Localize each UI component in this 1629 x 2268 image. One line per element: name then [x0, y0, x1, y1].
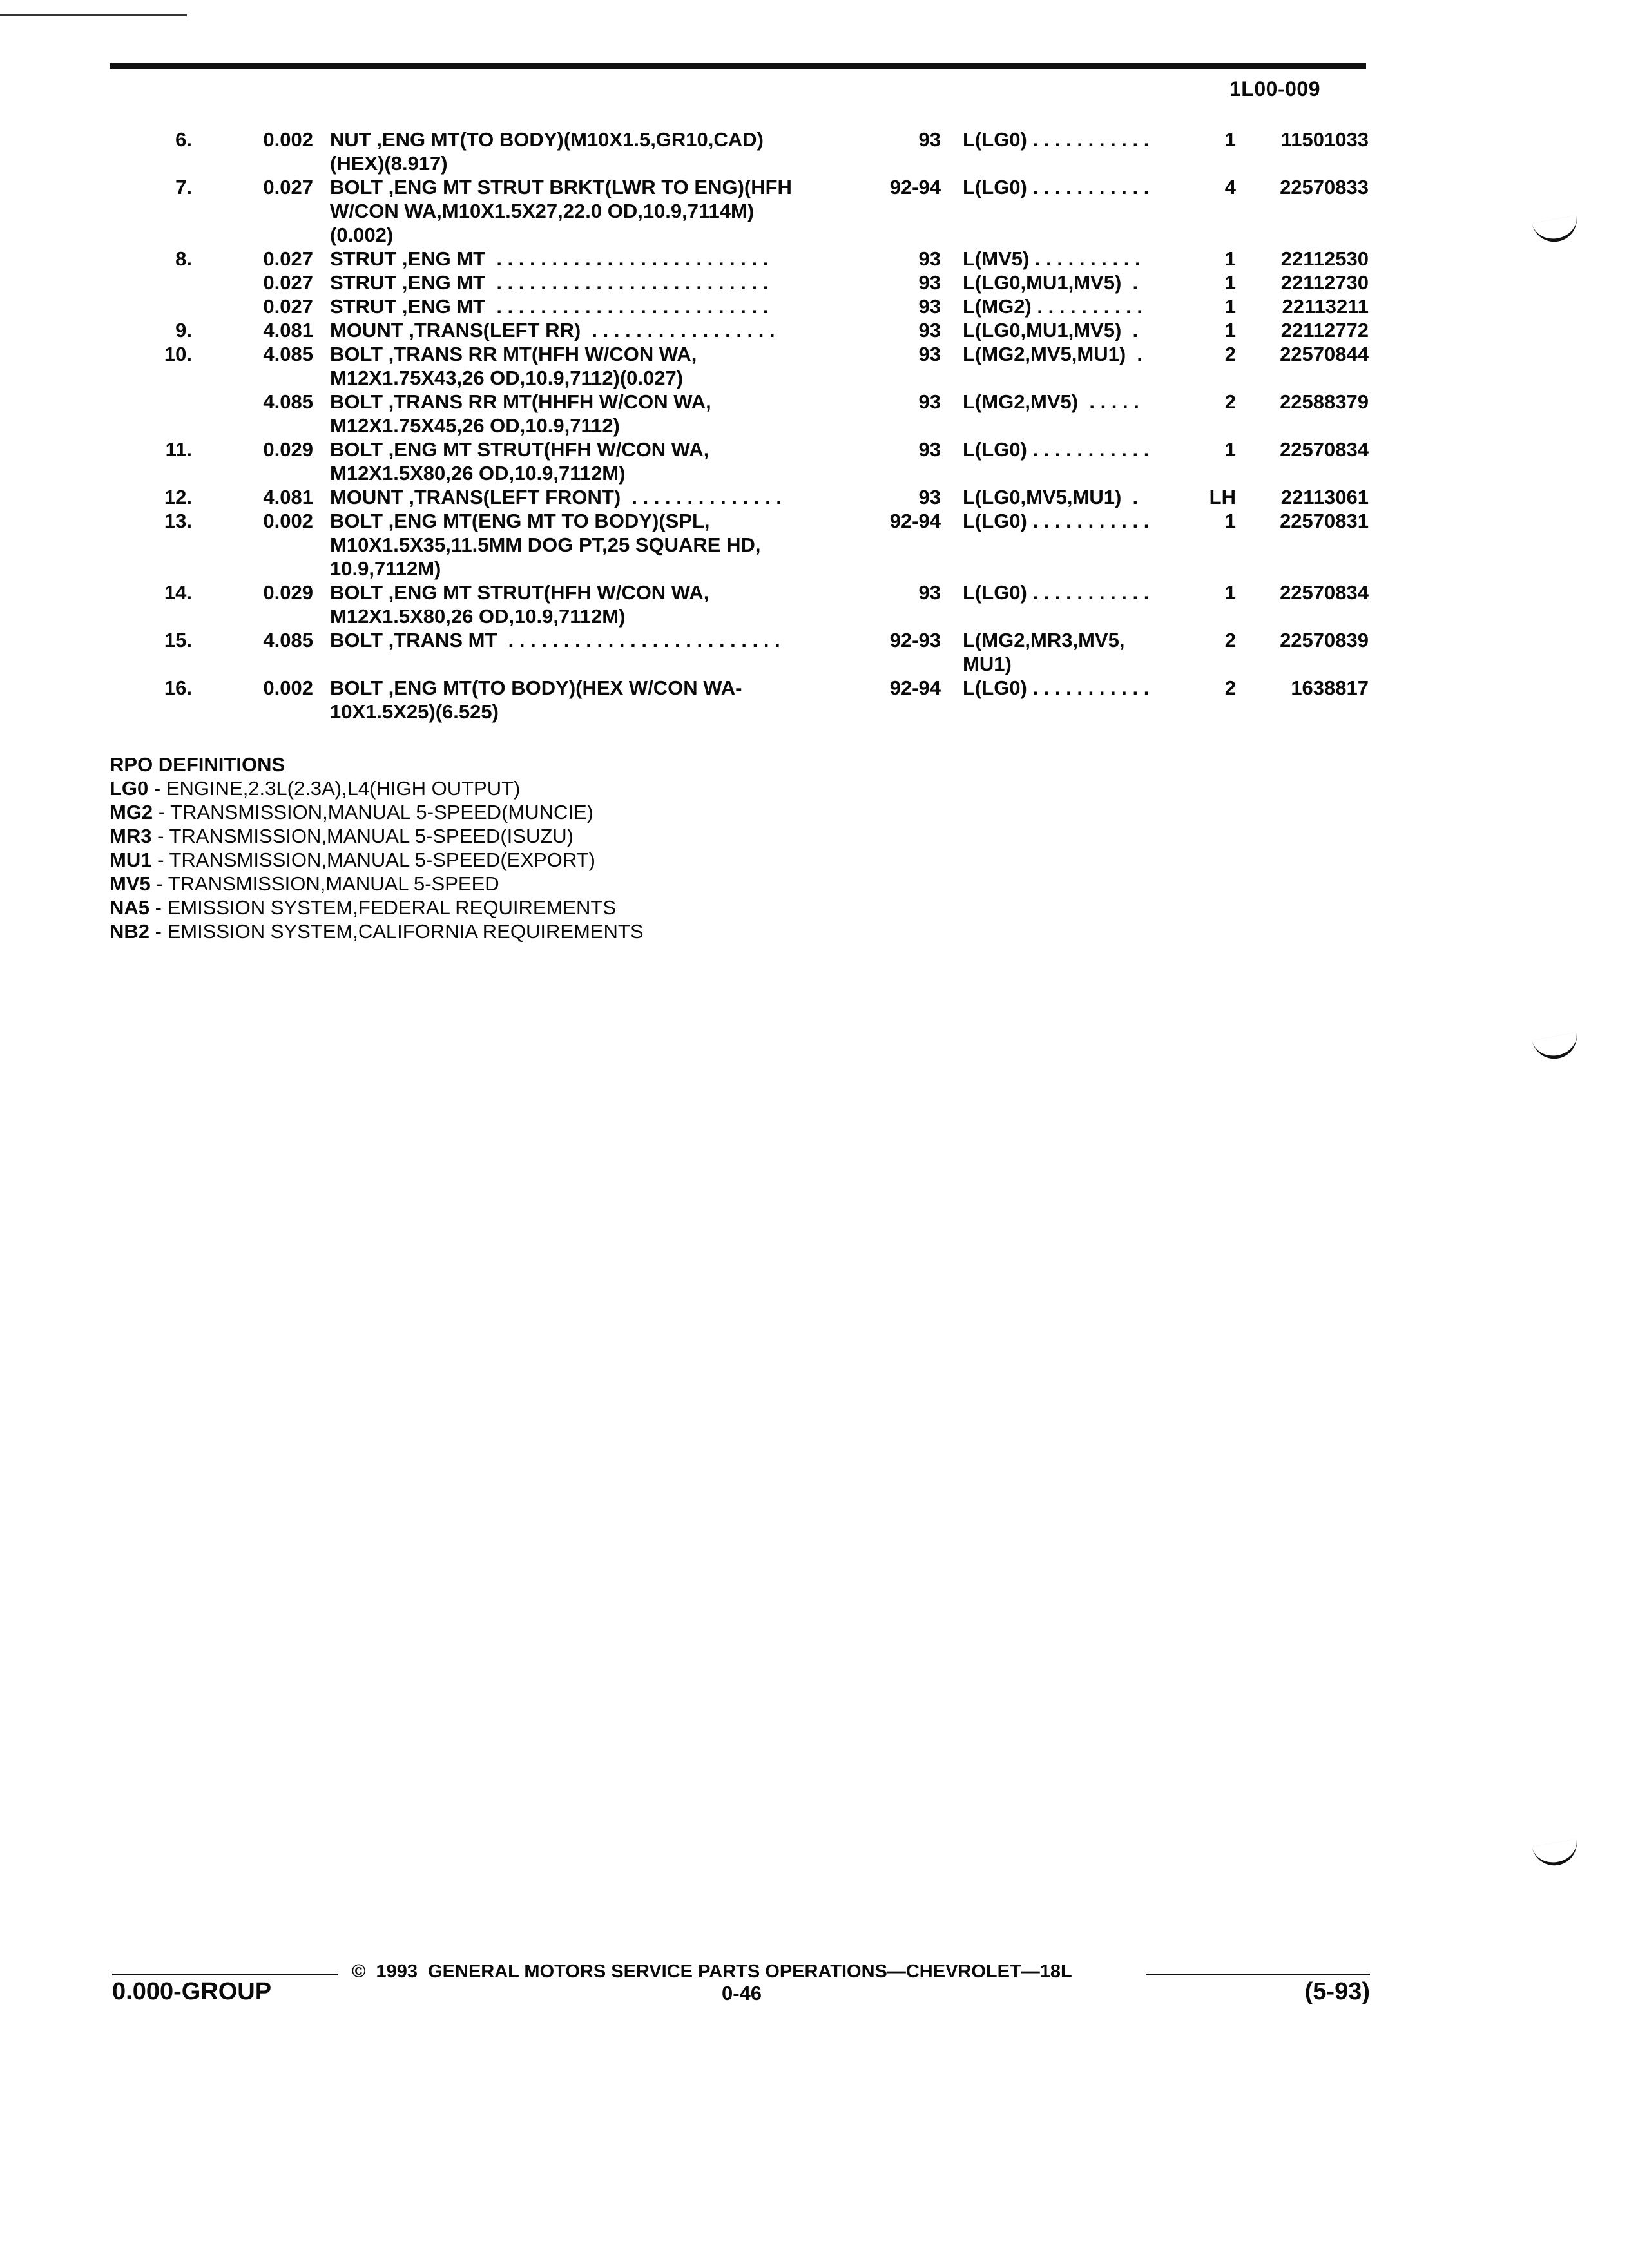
part-description — [330, 294, 865, 318]
part-row — [0, 437, 1629, 485]
part-description — [330, 342, 865, 390]
group-number: 0.027 — [263, 176, 313, 198]
part-number: 22112772 — [1280, 319, 1369, 341]
description-line: M12X1.5X80,26 OD,10.9,7112M) — [330, 462, 626, 485]
footer-copyright: © 1993 GENERAL MOTORS SERVICE PARTS OPERATIONS—CHEVROLET—18L — [352, 1961, 1072, 1982]
part-row — [0, 390, 1629, 437]
usage-line: L(MG2,MV5) . . . . . — [963, 390, 1139, 413]
description-line: BOLT ,TRANS RR MT(HFH W/CON WA, — [330, 343, 697, 365]
usage-code — [963, 390, 1195, 414]
usage-code — [963, 485, 1195, 509]
description-line: STRUT ,ENG MT . . . . . . . . . . . . . . . . . . . . . . . . . — [330, 295, 769, 318]
ref-number: 6. — [175, 128, 192, 151]
rpo-item — [110, 872, 644, 896]
corner-rule — [0, 14, 187, 16]
model-years: 92-93 — [889, 629, 941, 651]
description-line: M10X1.5X35,11.5MM DOG PT,25 SQUARE HD, — [330, 533, 761, 556]
model-years: 93 — [918, 128, 941, 151]
description-line: MOUNT ,TRANS(LEFT FRONT) . . . . . . . . . . . . . . — [330, 486, 782, 508]
part-number: 22113061 — [1280, 486, 1369, 508]
rpo-code: MU1 — [110, 849, 152, 871]
rpo-text: - TRANSMISSION,MANUAL 5-SPEED(MUNCIE) — [153, 801, 593, 823]
ref-number: 15. — [164, 629, 192, 651]
ref-number: 7. — [175, 176, 192, 198]
footer-group: 0.000-GROUP — [112, 1978, 272, 2005]
model-years: 93 — [918, 319, 941, 341]
binder-mark — [1532, 1839, 1580, 1869]
usage-line: L(LG0,MU1,MV5) . — [963, 271, 1139, 294]
group-number: 0.027 — [263, 295, 313, 318]
part-description — [330, 128, 865, 175]
usage-code — [963, 437, 1195, 461]
quantity: 2 — [1224, 677, 1236, 699]
part-row — [0, 128, 1629, 175]
quantity: 1 — [1224, 295, 1236, 318]
usage-line: L(LG0) . . . . . . . . . . . — [963, 438, 1150, 461]
description-line: NUT ,ENG MT(TO BODY)(M10X1.5,GR10,CAD) — [330, 128, 764, 151]
quantity: 1 — [1224, 319, 1236, 341]
usage-code — [963, 342, 1195, 366]
description-line: M12X1.75X43,26 OD,10.9,7112)(0.027) — [330, 367, 684, 389]
description-line: BOLT ,ENG MT STRUT BRKT(LWR TO ENG)(HFH — [330, 176, 792, 198]
rpo-text: - TRANSMISSION,MANUAL 5-SPEED — [150, 872, 499, 895]
part-description — [330, 175, 865, 247]
group-number: 0.002 — [263, 677, 313, 699]
ref-number: 10. — [164, 343, 192, 365]
part-row — [0, 676, 1629, 724]
description-line: BOLT ,TRANS MT . . . . . . . . . . . . . . . . . . . . . . . . . — [330, 629, 780, 651]
ref-number: 9. — [175, 319, 192, 341]
usage-code — [963, 509, 1195, 533]
part-description — [330, 318, 865, 342]
usage-code — [963, 294, 1195, 318]
description-line: BOLT ,ENG MT STRUT(HFH W/CON WA, — [330, 438, 709, 461]
group-number: 0.029 — [263, 581, 313, 604]
part-row — [0, 628, 1629, 676]
part-number: 22570834 — [1280, 438, 1369, 461]
rpo-text: - TRANSMISSION,MANUAL 5-SPEED(ISUZU) — [151, 825, 574, 847]
rpo-item — [110, 896, 644, 919]
usage-line: L(LG0) . . . . . . . . . . . — [963, 176, 1150, 198]
description-line: MOUNT ,TRANS(LEFT RR) . . . . . . . . . . . . . . . . . — [330, 319, 775, 341]
usage-code — [963, 247, 1195, 271]
description-line: W/CON WA,M10X1.5X27,22.0 OD,10.9,7114M) — [330, 200, 755, 222]
footer-rule-right — [1146, 1974, 1370, 1975]
model-years: 93 — [918, 390, 941, 413]
rpo-code: MG2 — [110, 801, 153, 823]
part-description — [330, 676, 865, 724]
group-number: 0.027 — [263, 247, 313, 270]
model-years: 93 — [918, 343, 941, 365]
group-number: 0.002 — [263, 128, 313, 151]
part-number: 22570834 — [1280, 581, 1369, 604]
part-row — [0, 581, 1629, 628]
description-line: BOLT ,ENG MT(TO BODY)(HEX W/CON WA- — [330, 677, 742, 699]
description-line: BOLT ,ENG MT(ENG MT TO BODY)(SPL, — [330, 510, 710, 532]
quantity: 1 — [1224, 271, 1236, 294]
model-years: 92-94 — [889, 176, 941, 198]
description-line: (0.002) — [330, 224, 394, 246]
rpo-item — [110, 848, 644, 872]
usage-code — [963, 581, 1195, 604]
usage-line: L(LG0,MU1,MV5) . — [963, 319, 1139, 341]
quantity: 1 — [1224, 581, 1236, 604]
part-number: 22570833 — [1280, 176, 1369, 198]
usage-line: L(LG0) . . . . . . . . . . . — [963, 510, 1150, 532]
usage-code — [963, 175, 1195, 199]
footer-rule-left — [112, 1974, 338, 1975]
quantity: 1 — [1224, 510, 1236, 532]
ref-number: 12. — [164, 486, 192, 508]
part-description — [330, 628, 865, 652]
rpo-item — [110, 919, 644, 943]
quantity: LH — [1209, 486, 1236, 508]
model-years: 93 — [918, 581, 941, 604]
part-description — [330, 390, 865, 437]
part-row — [0, 294, 1629, 318]
part-description — [330, 247, 865, 271]
part-description — [330, 581, 865, 628]
part-description — [330, 437, 865, 485]
model-years: 92-94 — [889, 510, 941, 532]
rpo-definitions — [110, 753, 644, 943]
rpo-text: - EMISSION SYSTEM,CALIFORNIA REQUIREMENTS — [149, 920, 644, 943]
part-row — [0, 318, 1629, 342]
part-number: 1638817 — [1291, 677, 1369, 699]
model-years: 93 — [918, 247, 941, 270]
quantity: 2 — [1224, 343, 1236, 365]
quantity: 4 — [1224, 176, 1236, 198]
part-number: 22113211 — [1282, 295, 1369, 318]
model-years: 93 — [918, 271, 941, 294]
group-number: 4.085 — [263, 629, 313, 651]
ref-number: 13. — [164, 510, 192, 532]
usage-line: L(MV5) . . . . . . . . . . — [963, 247, 1141, 270]
model-years: 93 — [918, 486, 941, 508]
rpo-code: MR3 — [110, 825, 152, 847]
part-number: 22588379 — [1280, 390, 1369, 413]
model-years: 92-94 — [889, 677, 941, 699]
ref-number: 16. — [164, 677, 192, 699]
usage-line: L(MG2,MV5,MU1) . — [963, 343, 1143, 365]
rpo-text: - TRANSMISSION,MANUAL 5-SPEED(EXPORT) — [151, 849, 595, 871]
part-description — [330, 485, 865, 509]
footer-date: (5-93) — [1304, 1978, 1370, 2005]
group-number: 0.002 — [263, 510, 313, 532]
description-line: STRUT ,ENG MT . . . . . . . . . . . . . . . . . . . . . . . . . — [330, 271, 769, 294]
description-line: STRUT ,ENG MT . . . . . . . . . . . . . . . . . . . . . . . . . — [330, 247, 769, 270]
part-row — [0, 271, 1629, 294]
quantity: 2 — [1224, 629, 1236, 651]
rpo-item — [110, 800, 644, 824]
rpo-code: MV5 — [110, 872, 151, 895]
quantity: 1 — [1224, 438, 1236, 461]
footer-page-number: 0-46 — [722, 1982, 762, 2004]
part-number: 22570839 — [1280, 629, 1369, 651]
description-line: 10.9,7112M) — [330, 557, 441, 580]
part-number: 22570831 — [1280, 510, 1369, 532]
description-line: M12X1.75X45,26 OD,10.9,7112) — [330, 414, 620, 437]
description-line: 10X1.5X25)(6.525) — [330, 700, 499, 723]
rpo-item — [110, 776, 644, 800]
rpo-text: - EMISSION SYSTEM,FEDERAL REQUIREMENTS — [149, 896, 617, 919]
rpo-items — [110, 776, 644, 943]
description-line: M12X1.5X80,26 OD,10.9,7112M) — [330, 605, 626, 628]
header-rule — [110, 63, 1366, 69]
model-years: 93 — [918, 438, 941, 461]
parts-list — [0, 128, 1629, 724]
usage-line: L(MG2) . . . . . . . . . . — [963, 295, 1143, 318]
description-line: BOLT ,ENG MT STRUT(HFH W/CON WA, — [330, 581, 709, 604]
quantity: 2 — [1224, 390, 1236, 413]
usage-code — [963, 128, 1195, 151]
ref-number: 11. — [165, 438, 192, 461]
usage-line: L(LG0) . . . . . . . . . . . — [963, 581, 1150, 604]
usage-code — [963, 628, 1195, 676]
group-number: 4.081 — [263, 486, 313, 508]
group-number: 4.085 — [263, 343, 313, 365]
group-number: 0.029 — [263, 438, 313, 461]
usage-code — [963, 271, 1195, 294]
group-number: 4.081 — [263, 319, 313, 341]
ref-number: 8. — [175, 247, 192, 270]
usage-line: L(LG0) . . . . . . . . . . . — [963, 128, 1150, 151]
part-row — [0, 342, 1629, 390]
part-description — [330, 271, 865, 294]
rpo-code: NB2 — [110, 920, 150, 943]
quantity: 1 — [1224, 247, 1236, 270]
page-code: 1L00-009 — [1229, 77, 1320, 101]
rpo-code: LG0 — [110, 777, 149, 800]
usage-line: L(LG0) . . . . . . . . . . . — [963, 677, 1150, 699]
description-line: (HEX)(8.917) — [330, 152, 448, 175]
part-number: 22112530 — [1280, 247, 1369, 270]
part-row — [0, 509, 1629, 581]
rpo-title: RPO DEFINITIONS — [110, 753, 285, 776]
part-number: 22570844 — [1280, 343, 1369, 365]
part-row — [0, 485, 1629, 509]
binder-mark — [1532, 1032, 1580, 1062]
usage-code — [963, 318, 1195, 342]
group-number: 0.027 — [263, 271, 313, 294]
ref-number: 14. — [164, 581, 192, 604]
quantity: 1 — [1224, 128, 1236, 151]
part-description — [330, 509, 865, 581]
usage-line: MU1) — [963, 653, 1012, 675]
model-years: 93 — [918, 295, 941, 318]
part-number: 22112730 — [1280, 271, 1369, 294]
usage-line: L(MG2,MR3,MV5, — [963, 629, 1125, 651]
usage-code — [963, 676, 1195, 700]
rpo-text: - ENGINE,2.3L(2.3A),L4(HIGH OUTPUT) — [148, 777, 521, 800]
rpo-item — [110, 824, 644, 848]
group-number: 4.085 — [263, 390, 313, 413]
rpo-code: NA5 — [110, 896, 150, 919]
description-line: BOLT ,TRANS RR MT(HHFH W/CON WA, — [330, 390, 711, 413]
part-row — [0, 175, 1629, 247]
part-number: 11501033 — [1280, 128, 1369, 151]
usage-line: L(LG0,MV5,MU1) . — [963, 486, 1139, 508]
part-row — [0, 247, 1629, 271]
